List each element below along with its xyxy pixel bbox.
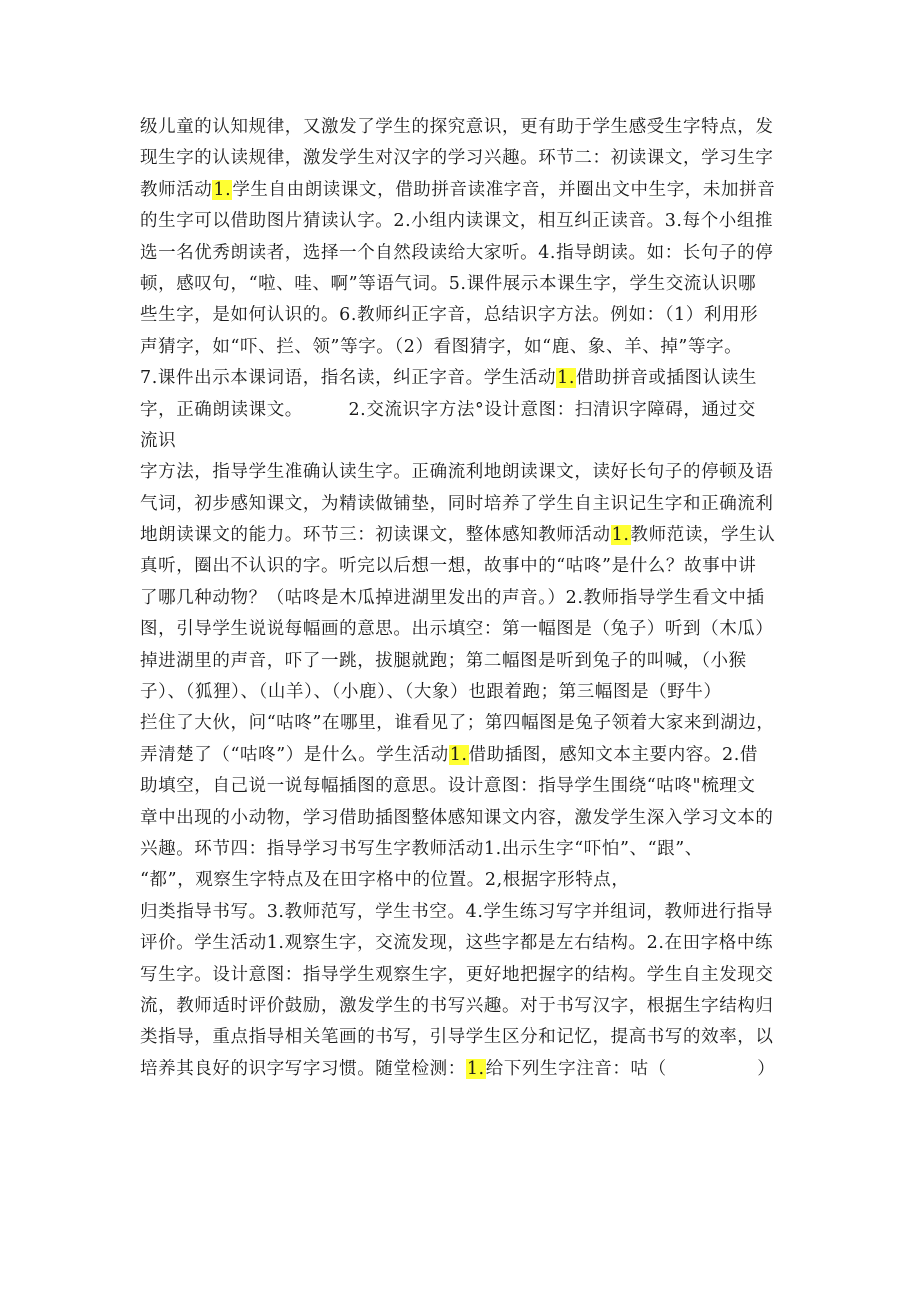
text-run: 评价。学生活动1.观察生字，交流发现，这些字都是左右结构。2.在田字格中练 [140,933,774,954]
text-line [140,991,790,1022]
text-line [140,771,790,802]
text-line [140,206,790,237]
text-run: 气词，初步感知课文，为精读做铺垫，同时培养了学生自主识记生字和正确流利 [140,493,774,514]
text-run: 写生字。设计意图：指导学生观察生字，更好地把握字的结构。学生自主发现交 [140,964,774,985]
highlighted-number: 1. [466,1058,485,1079]
text-run: 顿，感叹句，“啦、哇、啊”等语气词。5.课件展示本课生字，学生交流认识哪 [140,273,757,294]
text-line [140,520,790,551]
text-run: 子）、（狐狸）、（山羊）、（小鹿）、（大象）也跟着跑；第三幅图是（野牛） [140,682,722,703]
text-run: 借助插图，感知文本主要内容。2.借 [468,744,759,765]
text-line [140,395,790,426]
text-run: 教师活动 [140,179,213,200]
text-run: 字，正确朗读课文。 2.交流识字方法°设计意图：扫清识字障碍，通过交 [140,399,756,420]
text-line [140,834,790,865]
text-run: 培养其良好的识字写字习惯。随堂检测： [140,1058,466,1079]
text-line [140,803,790,834]
text-run: 级儿童的认知规律，又激发了学生的探究意识，更有助于学生感受生字特点，发 [140,117,774,137]
text-line [140,928,790,959]
text-run: 流，教师适时评价鼓励，激发学生的书写兴趣。对于书写汉字，根据生字结构归 [140,995,774,1016]
text-line [140,269,790,300]
text-run: 给下列生字注音：咕（ ） [485,1058,776,1079]
text-run: 拦住了大伙，问“咕咚”在哪里，谁看见了；第四幅图是兔子领着大家来到湖边， [140,713,775,734]
highlighted-number: 1. [213,179,232,200]
text-line [140,112,790,143]
text-run: 掉进湖里的声音，吓了一跳，拔腿就跑；第二幅图是听到兔子的叫喊，（小猴 [140,650,747,671]
text-line [140,551,790,582]
text-line [140,614,790,645]
text-run: 类指导，重点指导相关笔画的书写，引导学生区分和记忆，提高书写的效率，以 [140,1027,774,1048]
text-line [140,426,790,457]
text-line [140,708,790,739]
text-line [140,175,790,206]
highlighted-number: 1. [557,368,576,389]
text-line [140,865,790,896]
text-line [140,646,790,677]
text-line [140,332,790,363]
highlighted-number: 1. [449,744,468,765]
text-run: 兴趣。环节四：指导学习书写生字教师活动1.出示生字“吓怕”、“跟”、 [140,838,703,859]
text-run: 选一名优秀朗读者，选择一个自然段读给大家听。4.指导朗读。如：长句子的停 [140,242,774,263]
text-line [140,457,790,488]
text-run: 助填空，自己说一说每幅插图的意思。设计意图：指导学生围绕“咕咚"梳理文 [140,776,756,797]
text-line [140,897,790,928]
text-run: 真听，圈出不认识的字。听完以后想一想，故事中的“咕咚”是什么？故事中讲 [140,556,757,577]
text-line [140,489,790,520]
text-line [140,238,790,269]
text-run: 教师范读，学生认 [630,525,776,546]
body-text [140,112,790,1085]
text-run: 现生字的认读规律，激发学生对汉字的学习兴趣。环节二：初读课文，学习生字 [140,148,774,169]
highlighted-number: 1. [611,525,630,546]
text-line [140,583,790,614]
text-run: 章中出现的小动物，学习借助插图整体感知课文内容，激发学生深入学习文本的 [140,807,774,828]
text-run: 归类指导书写。3.教师范写，学生书空。4.学生练习写字并组词，教师进行指导 [140,901,774,922]
text-run: 图，引导学生说说每幅画的意思。出示填空：第一幅图是（兔子）听到（木瓜） [140,619,774,640]
text-line [140,960,790,991]
text-line [140,740,790,771]
text-run: 7.课件出示本课词语，指名读，纠正字音。学生活动 [140,368,557,389]
text-run: “都”，观察生字特点及在田字格中的位置。2,根据字形特点， [140,870,630,891]
text-run: 流识 [140,430,177,451]
text-run: 了哪几种动物？（咕咚是木瓜掉进湖里发出的声音。）2.教师指导学生看文中插 [140,587,765,608]
text-line [140,300,790,331]
text-run: 借助拼音或插图认读生 [576,368,758,389]
text-run: 弄清楚了（“咕咚”）是什么。学生活动 [140,744,449,765]
text-line [140,363,790,394]
text-run: 学生自由朗读课文，借助拼音读准字音，并圈出文中生字，未加拼音 [232,179,776,200]
text-line [140,1022,790,1053]
text-run: 字方法，指导学生准确认读生字。正确流利地朗读课文，读好长句子的停顿及语 [140,462,774,483]
text-run: 的生字可以借助图片猜读认字。2.小组内读课文，相互纠正读音。3.每个小组推 [140,211,774,232]
text-run: 地朗读课文的能力。环节三：初读课文，整体感知教师活动 [140,525,611,546]
text-run: 声猜字，如“吓、拦、领”等字。（2）看图猜字，如“鹿、象、羊、掉”等字。 [140,336,743,357]
text-line [140,143,790,174]
text-run: 些生字，是如何认识的。6.教师纠正字音，总结识字方法。例如：（1）利用形 [140,305,759,326]
text-line [140,1054,790,1085]
text-line [140,677,790,708]
